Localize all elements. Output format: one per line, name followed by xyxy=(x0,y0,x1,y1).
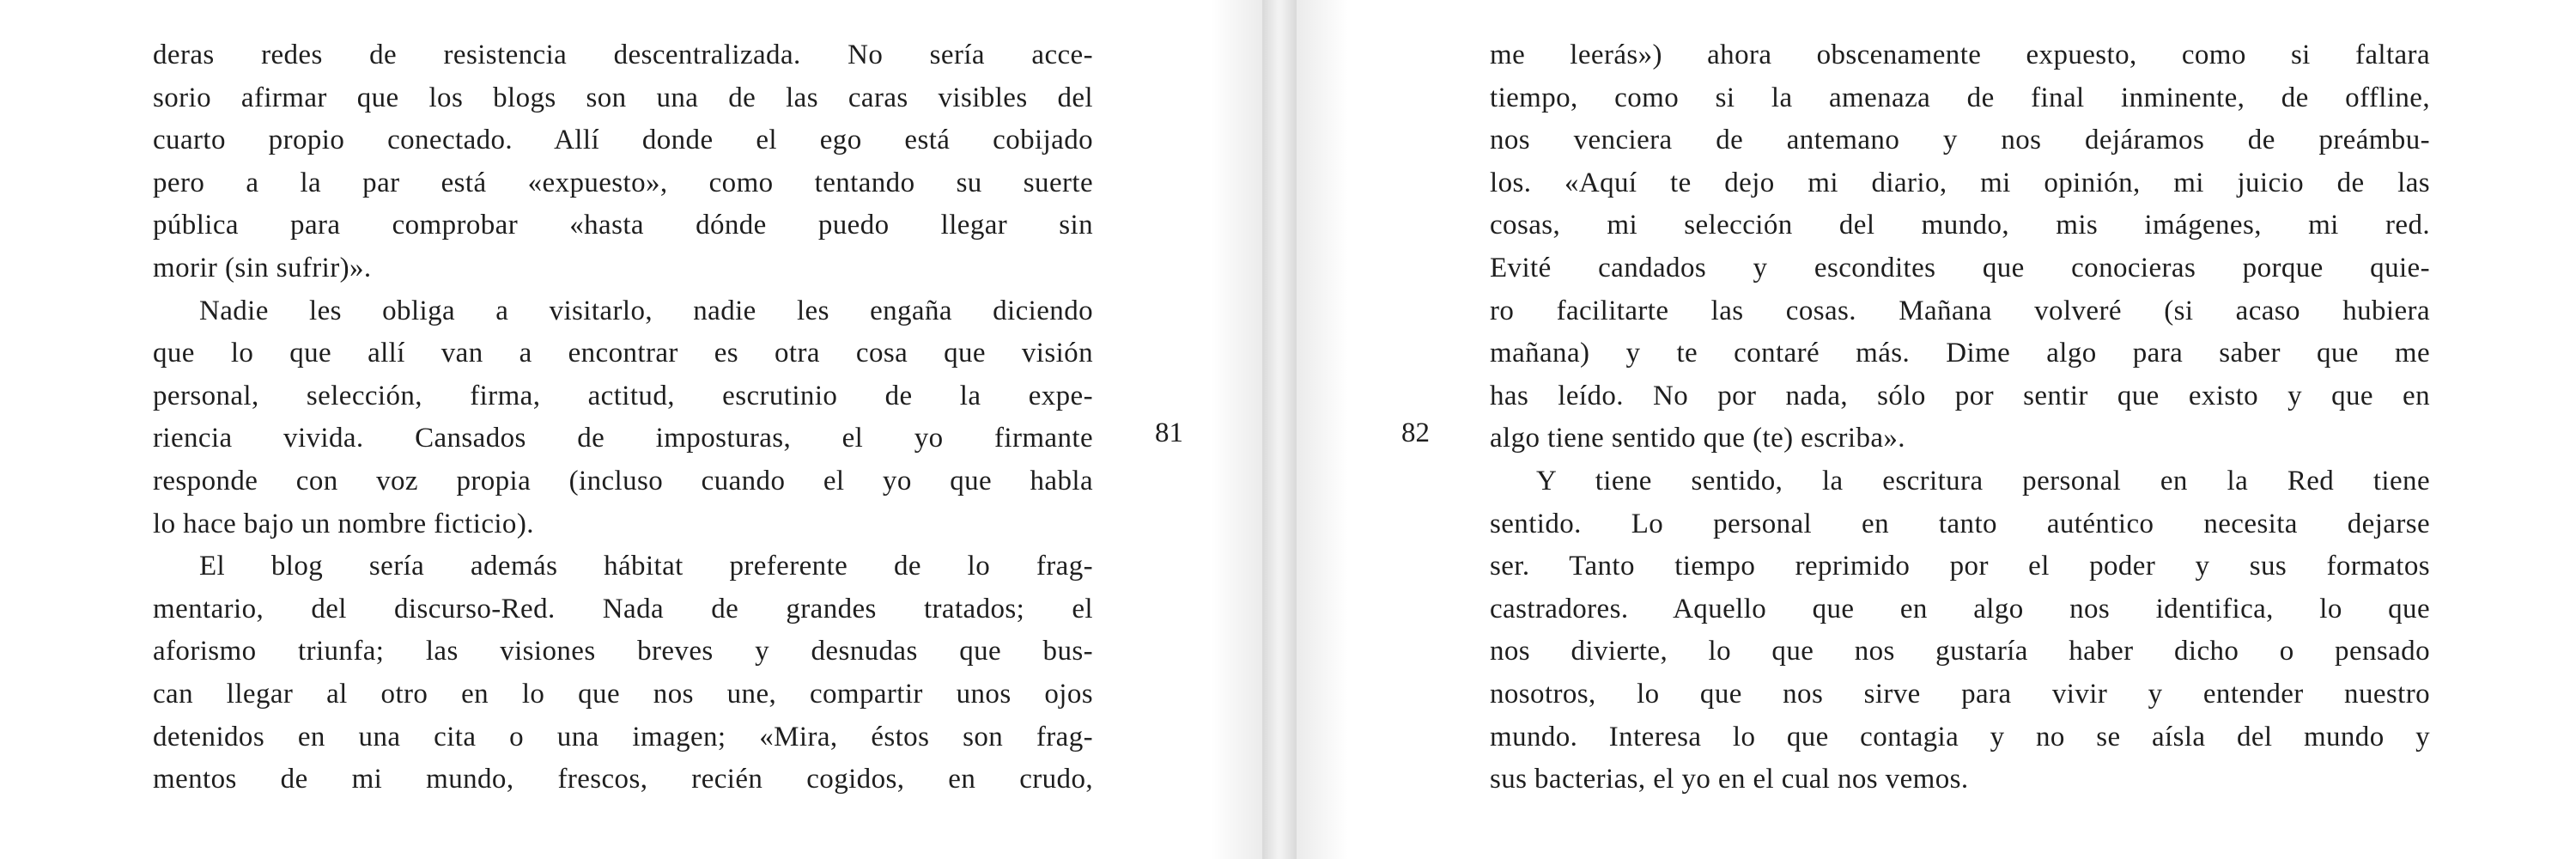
text-line: nosotros, lo que nos sirve para vivir y entender nuestro xyxy=(1490,678,2430,710)
text-line: sus bacterias, el yo en el cual nos vemos. xyxy=(1490,764,1969,795)
text-line: tiempo, como si la amenaza de final inminente, de offline, xyxy=(1490,82,2430,113)
text-line: detenidos en una cita o una imagen; «Mira, éstos son frag- xyxy=(153,721,1093,752)
text-line: cuarto propio conectado. Allí donde el ego está cobijado xyxy=(153,125,1093,156)
text-line: sorio afirmar que los blogs son una de las caras visibles del xyxy=(153,82,1093,113)
text-line: morir (sin sufrir)». xyxy=(153,252,372,283)
right-page xyxy=(1297,0,2576,859)
text-line: riencia vivida. Cansados de imposturas, el yo firmante xyxy=(153,423,1093,454)
text-line: nos divierte, lo que nos gustaría haber dicho o pensado xyxy=(1490,636,2430,667)
text-line: aforismo triunfa; las visiones breves y desnudas que bus- xyxy=(153,636,1093,667)
text-line: deras redes de resistencia descentralizada. No sería acce- xyxy=(153,40,1093,70)
text-line: pública para comprobar «hasta dónde puedo llegar sin xyxy=(153,210,1093,241)
text-line: mentario, del discurso-Red. Nada de grandes tratados; el xyxy=(153,593,1093,624)
text-line: nos venciera de antemano y nos dejáramos de preámbu- xyxy=(1490,125,2430,156)
text-line: los. «Aquí te dejo mi diario, mi opinión, mi juicio de las xyxy=(1490,167,2430,198)
text-line: mundo. Interesa lo que contagia y no se aísla del mundo y xyxy=(1490,721,2430,752)
right-page-text xyxy=(1490,34,2430,801)
text-line: Nadie les obliga a visitarlo, nadie les engaña diciendo xyxy=(199,295,1093,326)
text-line: can llegar al otro en lo que nos une, compartir unos ojos xyxy=(153,678,1093,710)
text-line: Evité candados y escondites que conocieras porque quie- xyxy=(1490,252,2430,283)
text-line: que lo que allí van a encontrar es otra cosa que visión xyxy=(153,338,1093,369)
page-number: 82 xyxy=(1401,417,1430,448)
text-line: ser. Tanto tiempo reprimido por el poder y sus formatos xyxy=(1490,551,2430,582)
text-line: me leerás») ahora obscenamente expuesto, como si faltara xyxy=(1490,40,2430,70)
left-page xyxy=(0,0,1262,859)
text-line: mentos de mi mundo, frescos, recién cogidos, en crudo, xyxy=(153,764,1093,795)
text-line: mañana) y te contaré más. Dime algo para saber que me xyxy=(1490,338,2430,369)
text-line: ro facilitarte las cosas. Mañana volveré (si acaso hubiera xyxy=(1490,295,2430,326)
text-line: lo hace bajo un nombre ficticio). xyxy=(153,508,534,539)
text-line: cosas, mi selección del mundo, mis imágenes, mi red. xyxy=(1490,210,2430,241)
text-line: El blog sería además hábitat preferente de lo frag- xyxy=(199,551,1093,582)
text-line: Y tiene sentido, la escritura personal en la Red tiene xyxy=(1536,465,2430,497)
text-line: has leído. No por nada, sólo por sentir que existo y que en xyxy=(1490,380,2430,411)
left-page-text xyxy=(153,34,1093,801)
text-line: responde con voz propia (incluso cuando el yo que habla xyxy=(153,465,1093,497)
text-line: pero a la par está «expuesto», como tentando su suerte xyxy=(153,167,1093,198)
page-number: 81 xyxy=(1155,417,1183,448)
book-gutter xyxy=(1262,0,1297,859)
text-line: castradores. Aquello que en algo nos identifica, lo que xyxy=(1490,593,2430,624)
text-line: personal, selección, firma, actitud, escrutinio de la expe- xyxy=(153,380,1093,411)
text-line: algo tiene sentido que (te) escriba». xyxy=(1490,423,1905,454)
text-line: sentido. Lo personal en tanto auténtico necesita dejarse xyxy=(1490,508,2430,539)
